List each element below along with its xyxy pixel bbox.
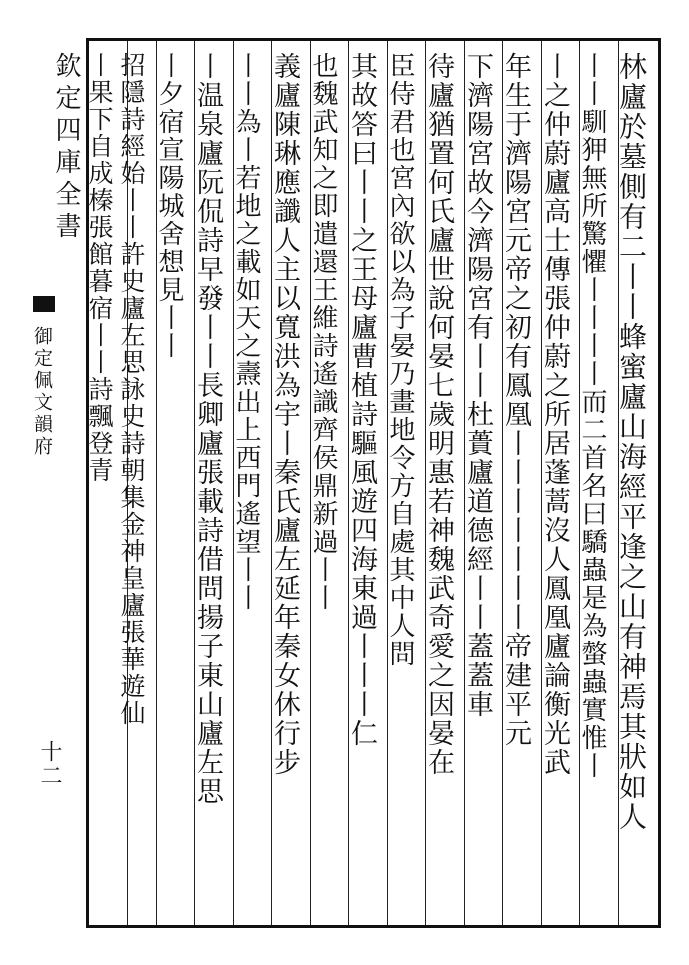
- text-column-9: 也魏武知之即遣還王維詩遙識齊侯鼎新過丨丨: [308, 52, 338, 612]
- text-column-5: 下濟陽宮故今濟陽宮有丨丨杜蕢廬道德經丨丨蓋蓋車: [462, 52, 493, 719]
- frame-right-border: [658, 38, 661, 928]
- frame-top-border: [86, 38, 661, 41]
- fish-tail-mark: [33, 296, 55, 312]
- text-column-13: 丨夕宿宣陽城舍想見丨丨: [154, 52, 184, 360]
- text-column-3: 丨之仲蔚廬高士傳張仲蔚之所居蓬蒿沒人鳳凰廬論衡光武: [539, 52, 570, 777]
- text-column-8: 其故答曰丨丨之王母廬曹植詩驅風遊四海東過丨丨丨仁: [346, 52, 377, 748]
- text-column-6: 待廬猶置何氏廬世說何晏七歲明惠若神魏武奇愛之因晏在: [423, 52, 454, 777]
- text-column-14: 招隱詩經始丨丨許史廬左思詠史詩朝集金神皇廬張華遊仙: [117, 52, 146, 727]
- section-title: 御定佩文韻府: [31, 326, 53, 458]
- text-column-12: 丨温泉廬阮侃詩早發丨丨長卿廬張載詩借問揚子東山廬左思: [192, 52, 223, 806]
- text-column-7: 臣侍君也宮內欲以為子晏乃畫地令方自處其中人問: [385, 52, 415, 668]
- page-number: 十二: [37, 740, 62, 788]
- frame-bottom-border: [86, 925, 661, 928]
- text-column-11: 丨丨為丨若地之載如天之燾出上西門遙望丨丨: [231, 52, 261, 612]
- text-column-15: 丨果下自成榛張館暮宿丨丨詩飄登青: [85, 52, 114, 484]
- text-column-1: 林廬於墓側有二丨丨蜂蜜廬山海經平逢之山有神焉其狀如人: [615, 52, 648, 832]
- text-column-10: 義廬陳琳應讖人主以寬洪為宇丨秦氏廬左延年秦女休行步: [269, 52, 300, 777]
- text-column-4: 年生于濟陽宮元帝之初有鳳凰丨丨丨丨丨丨丨帝建平元: [500, 52, 531, 748]
- text-column-2: 丨丨馴狎無所驚懼丨丨丨丨而二首名曰驕蟲是為螫蟲實惟丨: [577, 52, 607, 780]
- book-title: 欽定四庫全書: [51, 52, 81, 244]
